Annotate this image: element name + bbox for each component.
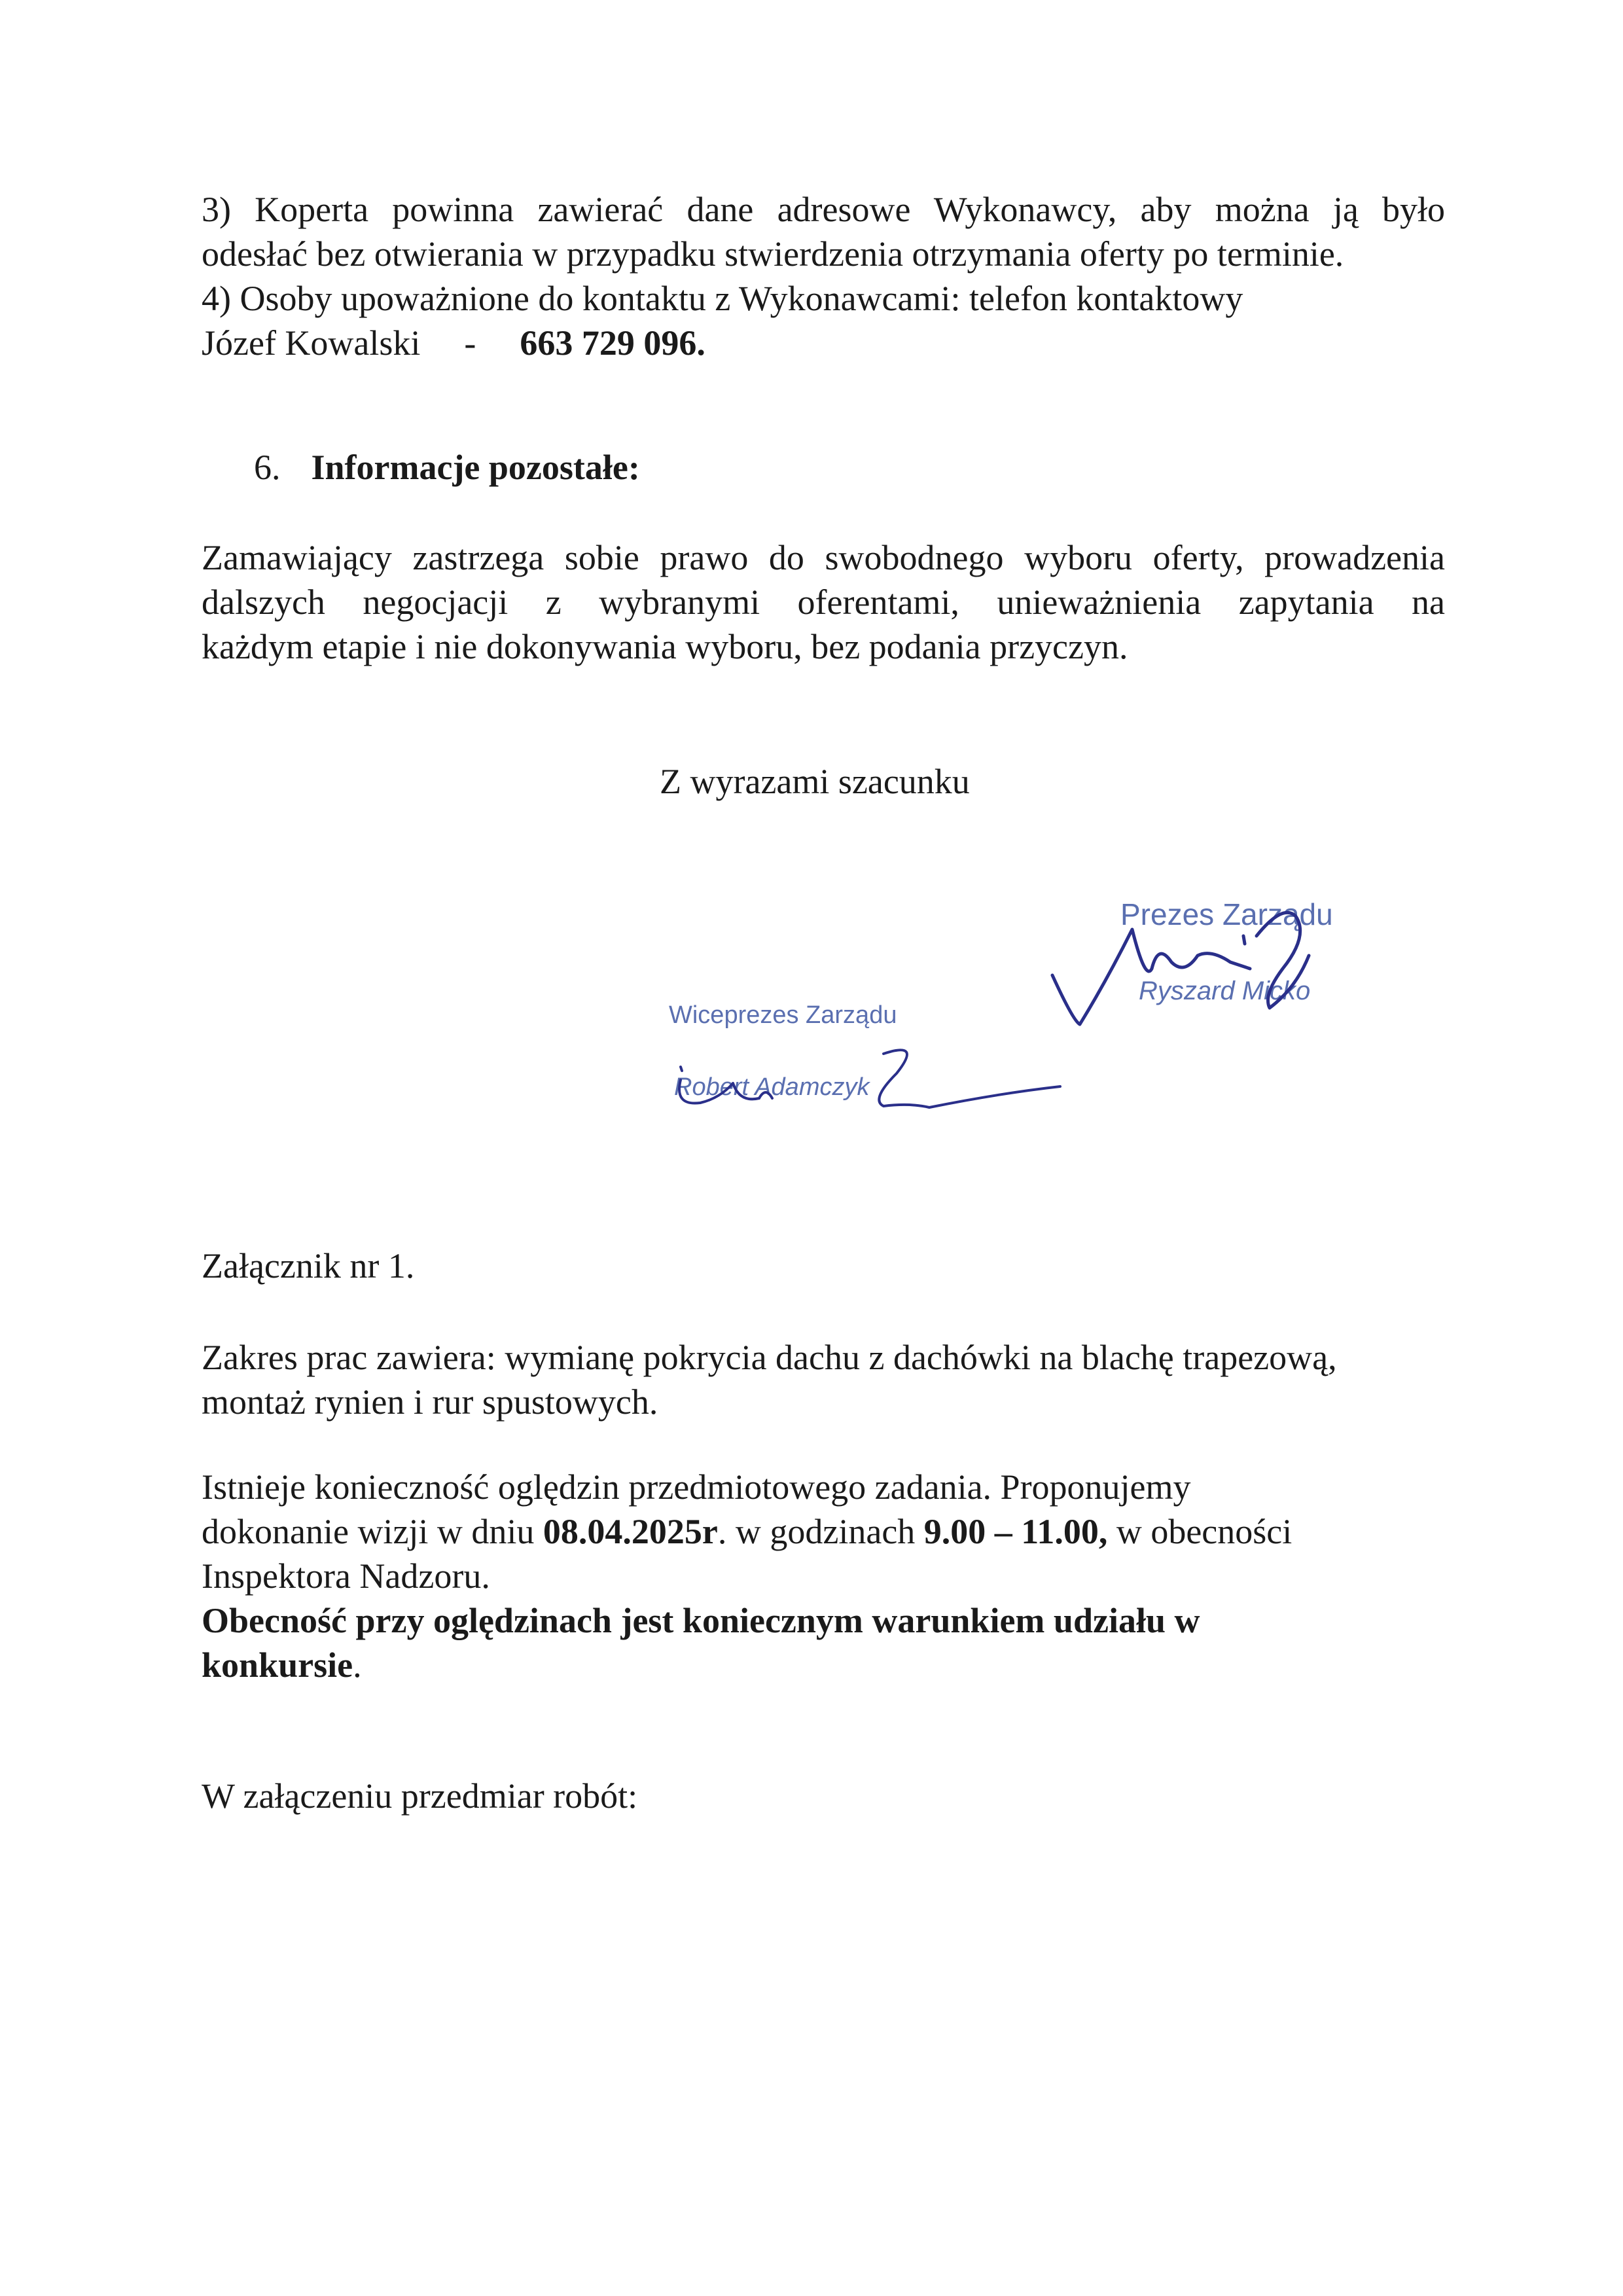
contact-line-1: 4) Osoby upoważnione do kontaktu z Wykonawcami: telefon kontaktowy: [202, 279, 1243, 318]
scope-line-1: Zakres prac zawiera: wymianę pokrycia dachu z dachówki na blachę trapezową,: [202, 1338, 1337, 1377]
contact-line-2: [202, 321, 1445, 365]
contact-separator: -: [464, 323, 476, 363]
required-word: konkursie: [202, 1645, 353, 1685]
envelope-line-1: 3) Koperta powinna zawierać dane adresowe Wykonawcy, aby można ją było: [202, 190, 1445, 229]
section-6-heading: [254, 445, 640, 490]
president-stamp-name: Ryszard Micko: [1139, 977, 1311, 1005]
vice-signature: [661, 1021, 1067, 1126]
vice-stamp-name: Robert Adamczyk: [674, 1073, 870, 1101]
closing-greeting: Z wyrazami szacunku: [660, 762, 970, 801]
inspection-text-mid: . w godzinach: [717, 1512, 924, 1551]
section-6-title: Informacje pozostałe:: [311, 448, 640, 487]
envelope-line-2: odesłać bez otwierania w przypadku stwierdzenia otrzymania oferty po terminie.: [202, 234, 1344, 274]
inspection-line-3: Inspektora Nadzoru.: [202, 1556, 490, 1596]
inspection-date: 08.04.2025r: [543, 1512, 718, 1551]
required-line-1: Obecność przy oględzinach jest koniecznym warunkiem udziału w: [202, 1601, 1200, 1640]
required-line-2: [202, 1643, 1445, 1687]
paragraph-scope: [202, 1335, 1445, 1424]
inspection-line-2: [202, 1509, 1445, 1554]
reservation-line-2: dalszych negocjacji z wybranymi oferentami, unieważnienia zapytania na: [202, 583, 1445, 622]
reservation-line-1: Zamawiający zastrzega sobie prawo do swobodnego wyboru oferty, prowadzenia: [202, 538, 1445, 577]
paragraph-contact: [202, 276, 1445, 365]
inspection-line-1: Istnieje konieczność oględzin przedmiotowego zadania. Proponujemy: [202, 1467, 1191, 1507]
bill-of-quantities-note: W załączeniu przedmiar robót:: [202, 1776, 638, 1816]
inspection-text-pre: dokonanie wizji w dniu: [202, 1512, 543, 1551]
reservation-line-3: każdym etapie i nie dokonywania wyboru, bez podania przyczyn.: [202, 627, 1128, 666]
president-signature: [1034, 890, 1400, 1041]
paragraph-envelope: [202, 187, 1445, 276]
vice-stamp-role: Wiceprezes Zarządu: [669, 1001, 897, 1029]
section-6-number: 6.: [254, 448, 281, 487]
contact-name: Józef Kowalski: [202, 323, 421, 363]
attachment-heading: Załącznik nr 1.: [202, 1246, 415, 1285]
inspection-text-post: w obecności: [1107, 1512, 1293, 1551]
paragraph-reservation: [202, 535, 1445, 669]
president-stamp-role: Prezes Zarządu: [1120, 897, 1333, 931]
inspection-hours: 9.00 – 11.00,: [923, 1512, 1108, 1551]
contact-phone: 663 729 096.: [520, 323, 705, 363]
paragraph-inspection: [202, 1465, 1445, 1687]
required-period: .: [353, 1645, 362, 1685]
scope-line-2: montaż rynien i rur spustowych.: [202, 1382, 658, 1422]
